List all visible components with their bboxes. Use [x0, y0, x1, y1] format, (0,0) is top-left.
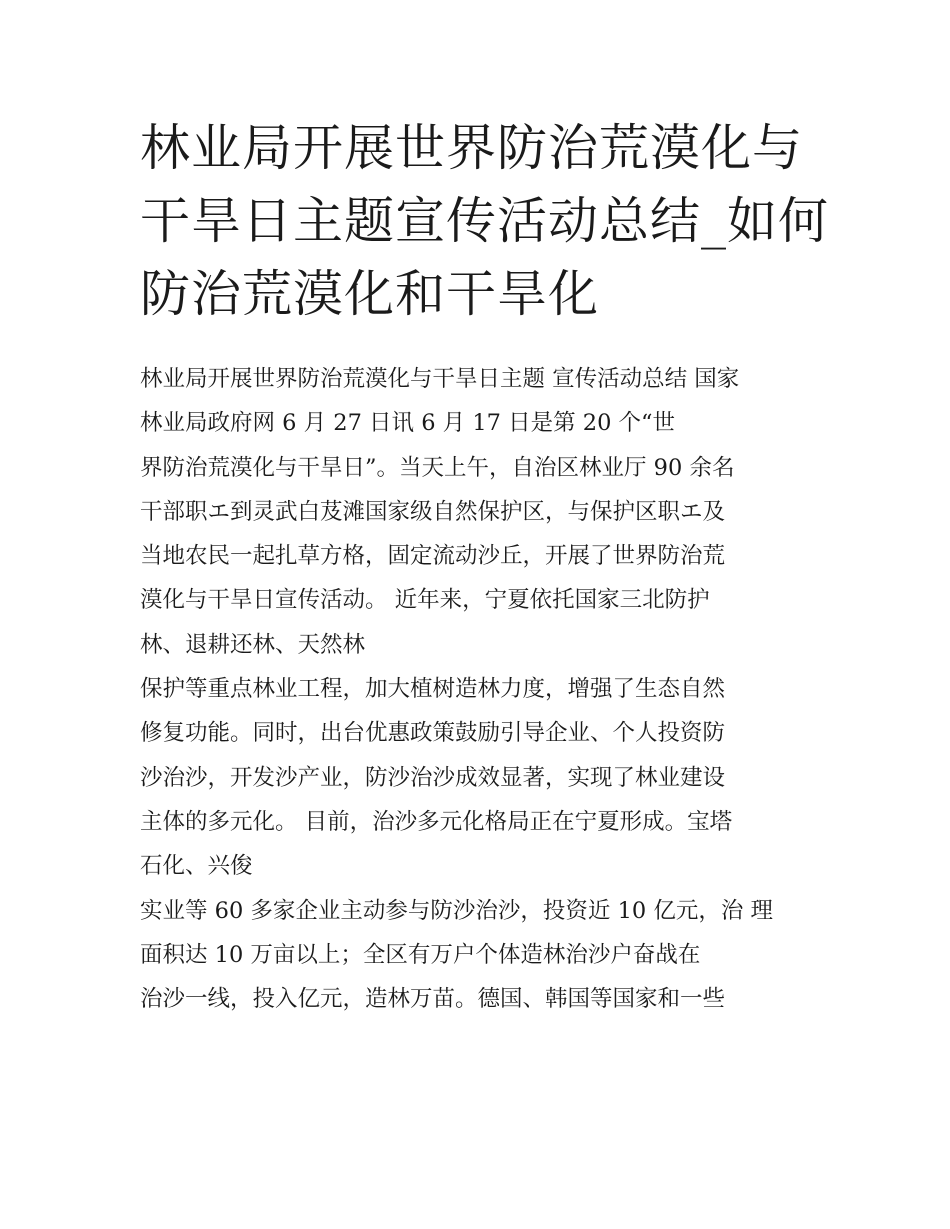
body-line-4: 干部职エ到灵武白芨滩国家级自然保护区，与保护区职エ及: [140, 498, 726, 525]
document-body: [140, 357, 840, 1021]
body-line-2: 林业局政府网 6 月 27 日讯 6 月 17 日是第 20 个“世: [140, 410, 676, 437]
body-line-15: 治沙一线，投入亿元，造林万苗。德国、韩国等国家和一些: [140, 986, 726, 1013]
body-line-1: 林业局开展世界防治荒漠化与干旱日主题 宣传活动总结 国家: [140, 366, 740, 392]
body-line-6: 漠化与干旱日宣传活动。 近年来，宁夏依托国家三北防护: [140, 587, 710, 614]
body-line-14: 面积达 10 万亩以上；全区有万户个体造林治沙户奋战在: [140, 941, 701, 968]
body-line-7: 林、退耕还林、天然林: [140, 631, 366, 658]
body-line-11: 主体的多元化。 目前，治沙多元化格局正在宁夏形成。宝塔: [140, 808, 733, 835]
body-line-5: 当地农民一起扎草方格，固定流动沙丘，开展了世界防治荒: [140, 543, 726, 570]
title-line-3: 防治荒漠化和干旱化: [140, 265, 599, 323]
body-line-3: 界防治荒漠化与干旱日”。当天上午，自治区林业厅 90 余名: [140, 454, 735, 481]
title-line-2: 干旱日主题宣传活动总结_如何: [140, 192, 829, 250]
body-line-13: 实业等 60 多家企业主动参与防沙治沙，投资近 10 亿元，治 理: [140, 897, 774, 924]
body-line-9: 修复功能。同时，出台优惠政策鼓励引导企业、个人投资防: [140, 720, 726, 747]
body-line-10: 沙治沙，开发沙产业，防沙治沙成效显著，实现了林业建设: [140, 764, 726, 791]
title-line-1: 林业局开展世界防治荒漠化与: [140, 119, 803, 177]
body-line-12: 石化、兴俊: [140, 853, 253, 880]
document-title: [140, 112, 840, 331]
body-line-8: 保护等重点林业工程，加大植树造林力度，增强了生态自然: [140, 676, 726, 703]
